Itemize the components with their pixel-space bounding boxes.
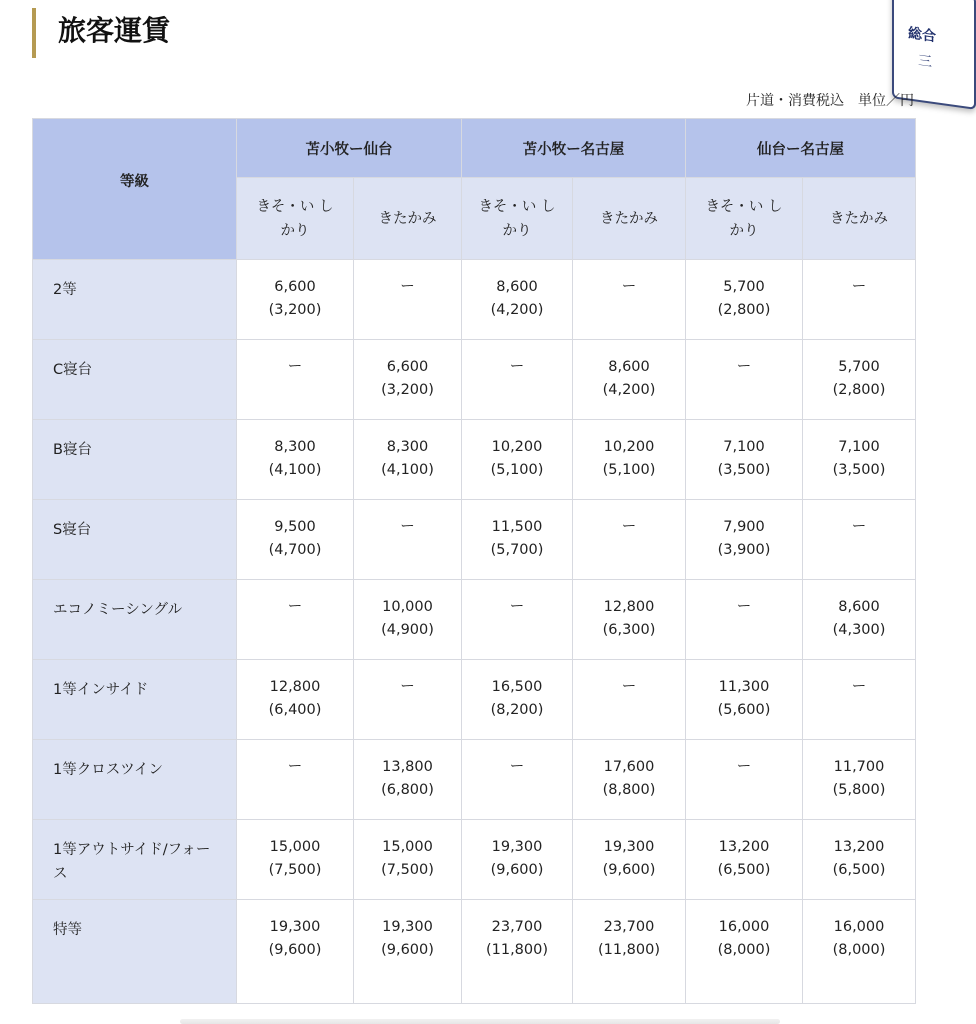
fare-cell	[686, 500, 803, 580]
fare-price: 10,000	[382, 599, 433, 615]
fare-price: 23,700	[603, 919, 655, 935]
fare-price: 19,300	[269, 919, 321, 935]
fare-price: ー	[851, 519, 867, 535]
grade-label: C寝台	[33, 340, 237, 420]
fare-cell	[354, 820, 462, 900]
grade-label: 1等インサイド	[33, 660, 237, 740]
overlay-label: 総合	[908, 25, 936, 46]
fare-cell	[803, 420, 916, 500]
fare-price: 7,900	[723, 519, 765, 535]
unit-note: 片道・消費税込 単位／円	[746, 93, 914, 109]
fare-price: 16,000	[718, 919, 770, 935]
fare-price: ー	[400, 679, 415, 695]
fare-child-price: (8,000)	[832, 942, 886, 958]
fare-cell	[237, 500, 354, 580]
fare-cell	[237, 420, 354, 500]
fare-price: 10,200	[491, 439, 543, 455]
fare-price: 12,800	[269, 679, 321, 695]
fare-cell	[686, 900, 803, 1004]
fare-price: 13,200	[718, 839, 770, 855]
fare-price: ー	[509, 599, 525, 615]
route-header: 仙台ー名古屋	[686, 119, 916, 178]
fare-cell	[686, 260, 803, 340]
fare-price: 19,300	[382, 919, 433, 935]
table-row	[33, 660, 916, 740]
fare-child-price: (3,500)	[717, 462, 771, 478]
fare-cell	[462, 740, 573, 820]
fare-price: 6,600	[386, 359, 429, 375]
fare-cell	[354, 500, 462, 580]
fare-cell	[803, 340, 916, 420]
fare-cell	[237, 660, 354, 740]
train-header: きそ・い しかり	[237, 178, 354, 260]
fare-cell	[462, 260, 573, 340]
fare-cell	[354, 420, 462, 500]
fare-cell	[354, 740, 462, 820]
fare-child-price: (5,100)	[602, 462, 656, 478]
fare-child-price: (5,600)	[717, 702, 771, 718]
fare-price: 17,600	[603, 759, 655, 775]
fare-child-price: (8,000)	[717, 942, 771, 958]
fare-child-price: (5,700)	[490, 542, 544, 558]
fare-cell	[354, 340, 462, 420]
fare-cell	[462, 660, 573, 740]
fare-cell	[573, 500, 686, 580]
fare-cell	[573, 660, 686, 740]
train-header: きそ・い しかり	[686, 178, 803, 260]
table-row	[33, 820, 916, 900]
fare-cell	[573, 260, 686, 340]
fare-child-price: (7,500)	[381, 862, 434, 878]
fare-cell	[237, 820, 354, 900]
fare-child-price: (2,800)	[832, 382, 886, 398]
fare-child-price: (6,800)	[381, 782, 434, 798]
fare-child-price: (2,800)	[717, 302, 771, 318]
fare-cell	[686, 740, 803, 820]
fare-price: 15,000	[269, 839, 321, 855]
fare-cell	[803, 500, 916, 580]
fare-price: 19,300	[603, 839, 655, 855]
grade-label: 1等アウトサイド/フォース	[33, 820, 237, 900]
fare-table	[32, 118, 916, 1004]
fare-cell	[354, 660, 462, 740]
grade-label: エコノミーシングル	[33, 580, 237, 660]
fare-cell	[354, 580, 462, 660]
fare-child-price: (3,500)	[832, 462, 886, 478]
fare-price: ー	[400, 279, 415, 295]
fare-child-price: (4,100)	[381, 462, 434, 478]
fare-cell	[686, 820, 803, 900]
fare-cell	[573, 420, 686, 500]
fare-child-price: (3,200)	[381, 382, 434, 398]
train-header: きたかみ	[354, 178, 462, 260]
fare-cell	[237, 260, 354, 340]
fare-child-price: (6,500)	[832, 862, 886, 878]
fare-price: 11,700	[833, 759, 885, 775]
fare-cell	[573, 580, 686, 660]
train-header: きそ・い しかり	[462, 178, 573, 260]
table-row	[33, 340, 916, 420]
grade-label: B寝台	[33, 420, 237, 500]
menu-icon: 三	[918, 52, 932, 71]
fare-price: 8,300	[386, 439, 429, 455]
fare-price: 8,600	[608, 359, 650, 375]
table-row	[33, 260, 916, 340]
grade-label: 特等	[33, 900, 237, 1004]
route-header: 苫小牧ー仙台	[237, 119, 462, 178]
fare-price: 13,800	[382, 759, 433, 775]
fare-price: 16,000	[833, 919, 885, 935]
fare-cell	[462, 340, 573, 420]
fare-price: ー	[736, 759, 752, 775]
grade-label: 1等クロスツイン	[33, 740, 237, 820]
fare-child-price: (5,100)	[490, 462, 544, 478]
fare-child-price: (11,800)	[597, 942, 661, 958]
fare-price: ー	[621, 279, 637, 295]
fare-price: ー	[736, 359, 752, 375]
fare-cell	[573, 740, 686, 820]
fare-cell	[237, 340, 354, 420]
fare-price: ー	[400, 519, 415, 535]
fare-child-price: (5,800)	[832, 782, 886, 798]
fare-child-price: (11,800)	[485, 942, 549, 958]
table-row	[33, 740, 916, 820]
fare-child-price: (4,700)	[268, 542, 322, 558]
grade-label: S寝台	[33, 500, 237, 580]
table-row	[33, 900, 916, 1004]
fare-price: ー	[509, 359, 525, 375]
fare-price: 5,700	[838, 359, 880, 375]
fare-cell	[354, 260, 462, 340]
fare-price: 19,300	[491, 839, 543, 855]
fare-price: 6,600	[274, 279, 316, 295]
fare-child-price: (6,400)	[268, 702, 322, 718]
fare-cell	[462, 900, 573, 1004]
fare-cell	[686, 660, 803, 740]
fare-price: 12,800	[603, 599, 655, 615]
fare-price: 5,700	[723, 279, 765, 295]
fare-cell	[462, 500, 573, 580]
fare-cell	[803, 260, 916, 340]
fare-child-price: (4,900)	[381, 622, 434, 638]
fare-price: 9,500	[274, 519, 316, 535]
fare-price: 8,300	[274, 439, 316, 455]
fare-price: ー	[851, 679, 867, 695]
route-header: 苫小牧ー名古屋	[462, 119, 686, 178]
page-title: 旅客運賃	[32, 8, 170, 58]
fare-child-price: (4,100)	[268, 462, 322, 478]
fare-price: ー	[621, 519, 637, 535]
fare-cell	[573, 340, 686, 420]
fare-child-price: (3,900)	[717, 542, 771, 558]
fare-price: ー	[287, 759, 303, 775]
fare-cell	[237, 740, 354, 820]
fare-child-price: (4,200)	[490, 302, 544, 318]
table-row	[33, 500, 916, 580]
fare-price: 23,700	[491, 919, 543, 935]
fare-cell	[573, 820, 686, 900]
fare-price: 11,500	[491, 519, 543, 535]
fare-cell	[803, 740, 916, 820]
grade-label: 2等	[33, 260, 237, 340]
fare-child-price: (3,200)	[268, 302, 322, 318]
fare-child-price: (9,600)	[602, 862, 656, 878]
fare-child-price: (9,600)	[268, 942, 322, 958]
fare-child-price: (6,300)	[602, 622, 656, 638]
fare-price: 7,100	[838, 439, 880, 455]
grade-column-header: 等級	[33, 119, 237, 260]
train-header: きたかみ	[803, 178, 916, 260]
fare-cell	[686, 340, 803, 420]
fare-cell	[803, 580, 916, 660]
fare-child-price: (8,800)	[602, 782, 656, 798]
fare-price: 15,000	[382, 839, 433, 855]
fare-price: 11,300	[718, 679, 770, 695]
fare-cell	[803, 660, 916, 740]
fare-child-price: (7,500)	[268, 862, 322, 878]
fare-child-price: (4,300)	[832, 622, 886, 638]
fare-cell	[462, 420, 573, 500]
fare-price: 10,200	[603, 439, 655, 455]
fare-cell	[573, 900, 686, 1004]
fare-price: ー	[287, 359, 303, 375]
footer-shadow	[180, 1019, 780, 1024]
fare-child-price: (9,600)	[381, 942, 434, 958]
fare-price: ー	[509, 759, 525, 775]
fare-child-price: (4,200)	[602, 382, 656, 398]
fare-price: 16,500	[491, 679, 543, 695]
fare-cell	[354, 900, 462, 1004]
fare-cell	[237, 900, 354, 1004]
table-row	[33, 420, 916, 500]
fare-price: 8,600	[496, 279, 538, 295]
fare-cell	[803, 900, 916, 1004]
fare-price: ー	[287, 599, 303, 615]
fare-child-price: (6,500)	[717, 862, 771, 878]
fare-cell	[462, 580, 573, 660]
fare-cell	[686, 420, 803, 500]
fare-child-price: (9,600)	[490, 862, 544, 878]
fare-child-price: (8,200)	[490, 702, 544, 718]
fare-price: ー	[621, 679, 637, 695]
table-row	[33, 580, 916, 660]
fare-price: ー	[736, 599, 752, 615]
fare-cell	[686, 580, 803, 660]
fare-cell	[462, 820, 573, 900]
fare-cell	[803, 820, 916, 900]
fare-price: 7,100	[723, 439, 765, 455]
fare-price: 13,200	[833, 839, 885, 855]
fare-cell	[237, 580, 354, 660]
train-header: きたかみ	[573, 178, 686, 260]
fare-price: ー	[851, 279, 867, 295]
fare-price: 8,600	[838, 599, 880, 615]
